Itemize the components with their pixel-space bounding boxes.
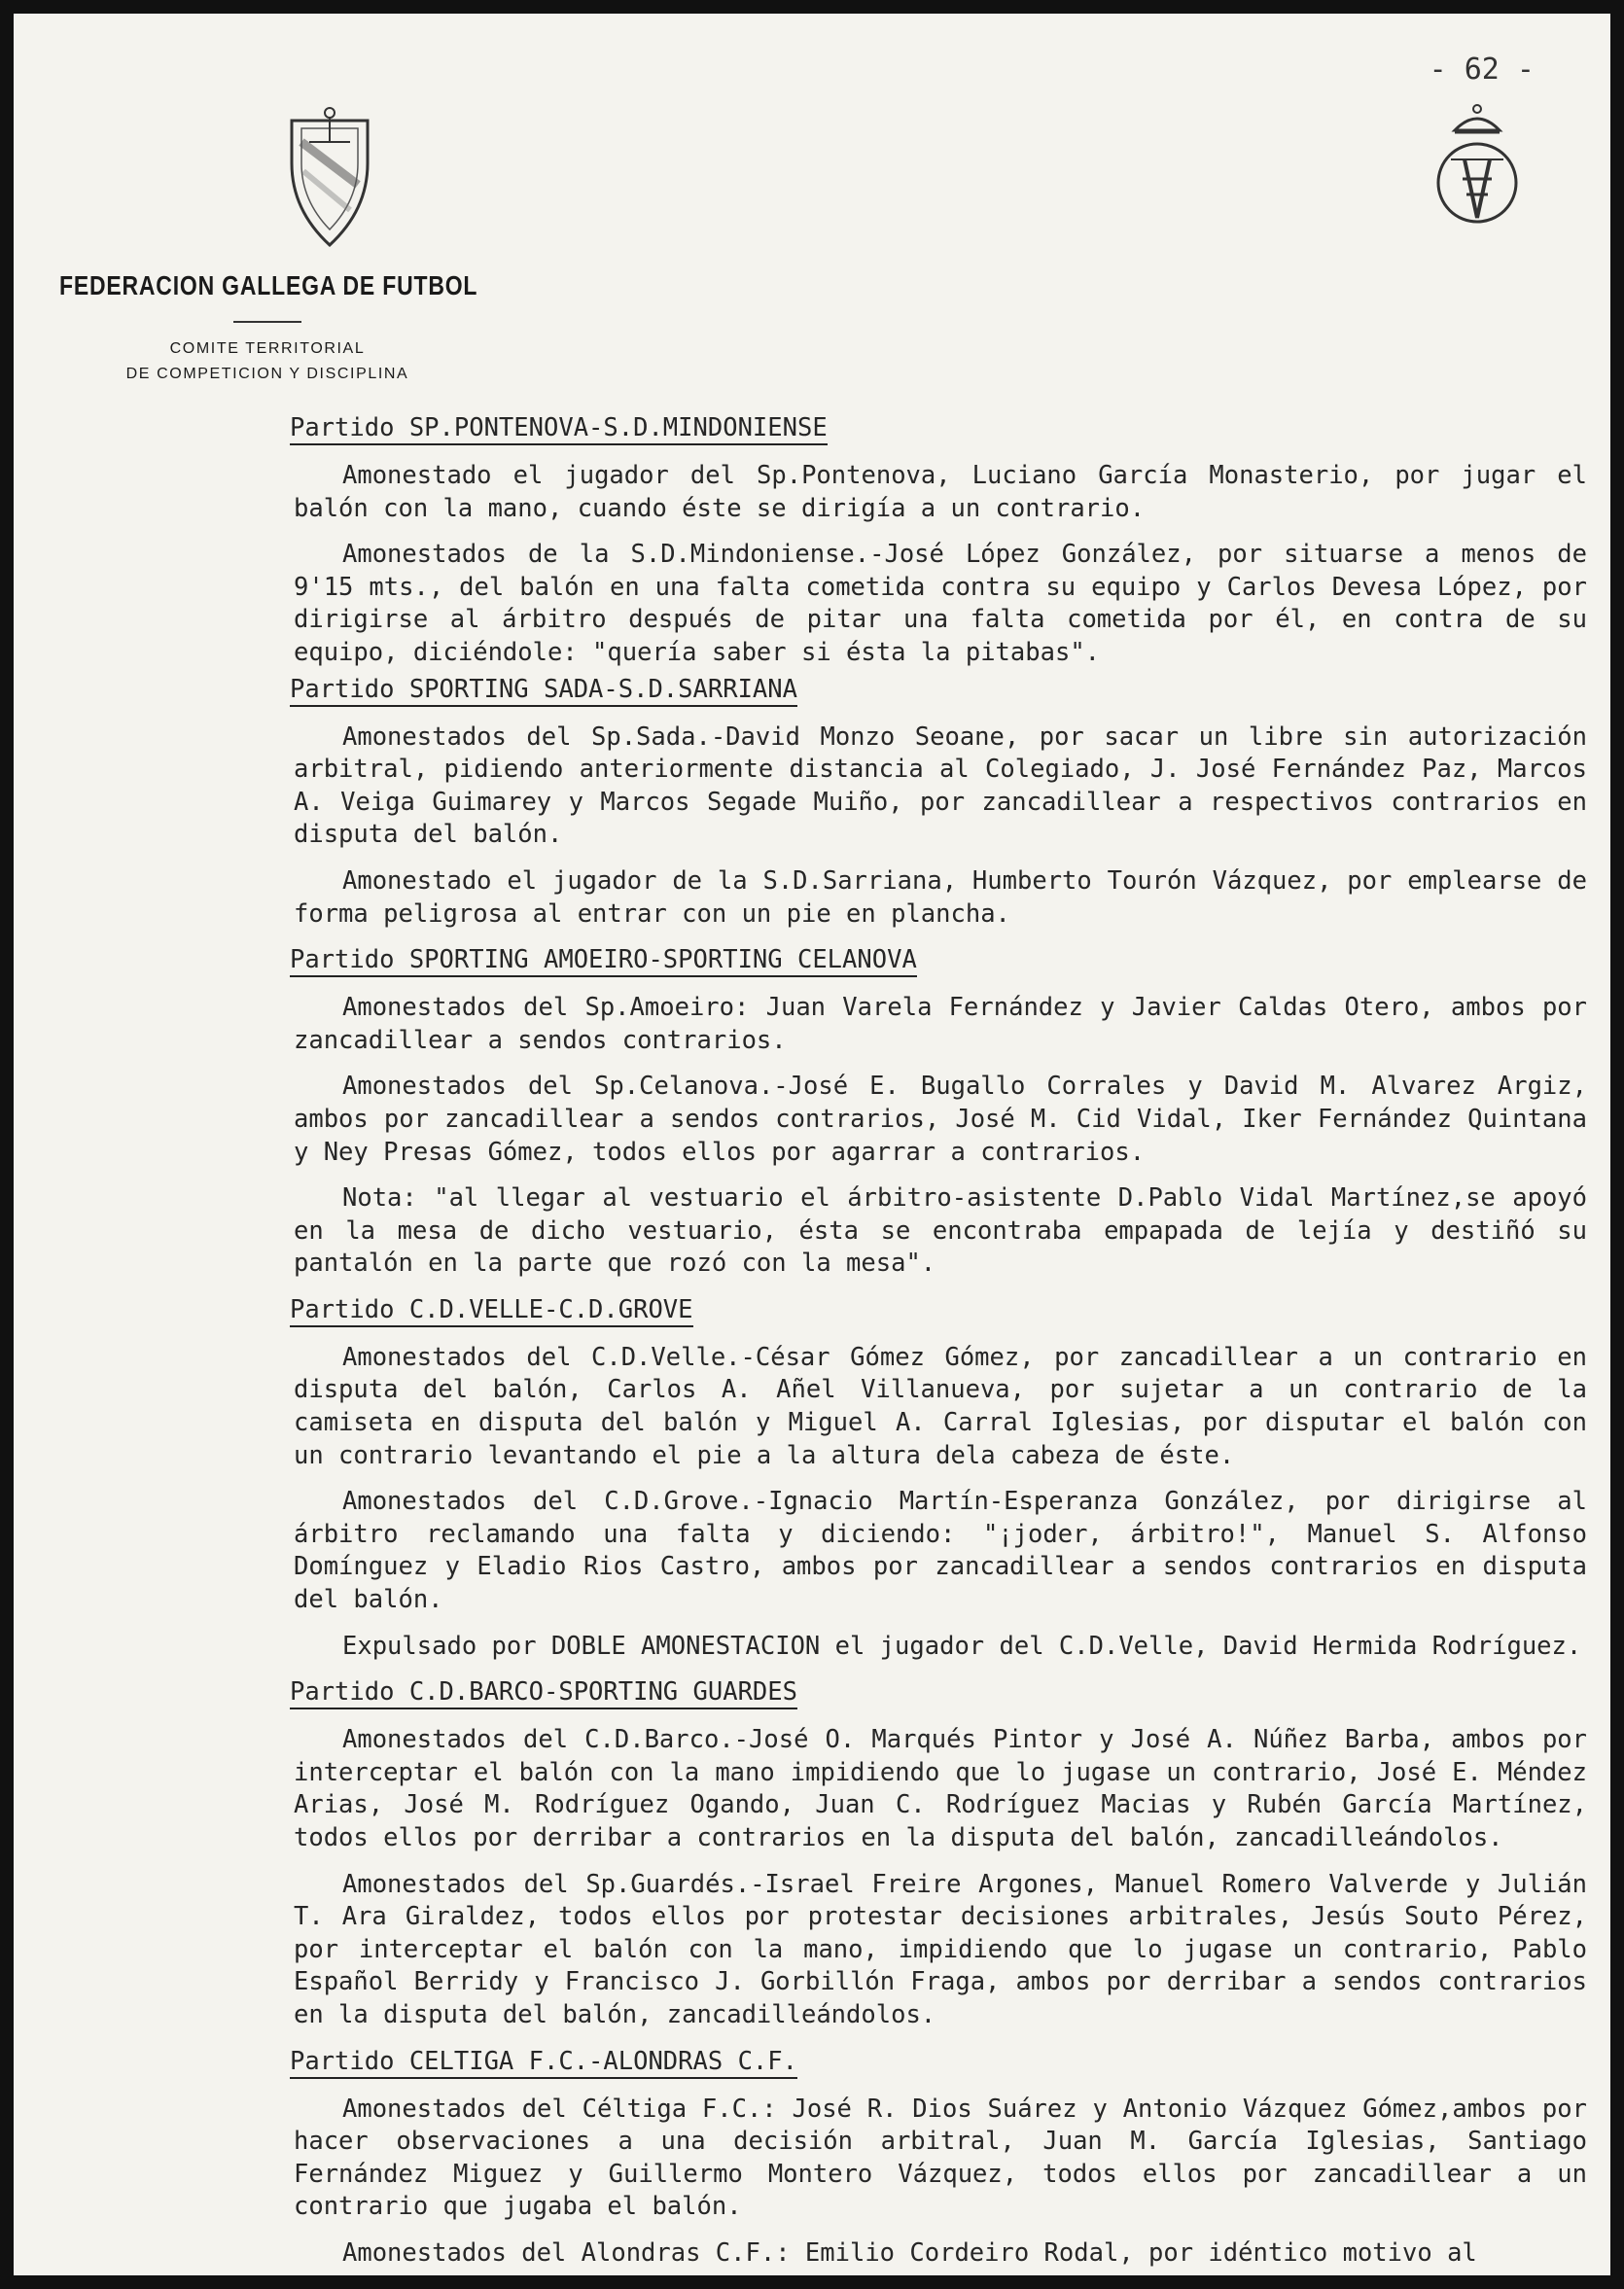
section-heading: Partido SPORTING SADA-S.D.SARRIANA (290, 674, 1587, 706)
section-paragraph: Amonestados de la S.D.Mindoniense.-José López González, por situarse a menos de 9'15 mts., del balón en una falta cometida contra su equipo y Carlos Devesa López, por dirigirse al árbitro después de pitar una falta cometida por él, en contra de su equipo, diciéndole: "quería saber si ésta la pitabas". (294, 540, 1587, 667)
organization-name: FEDERACION GALLEGA DE FUTBOL (58, 270, 478, 300)
organization-divider (233, 321, 301, 323)
section-heading: Partido SPORTING AMOEIRO-SPORTING CELANOVA (290, 944, 1587, 976)
page-number: - 62 - (1429, 53, 1535, 87)
section-paragraph: Amonestados del Céltiga F.C.: José R. Dios Suárez y Antonio Vázquez Gómez,ambos por hacer observaciones a una decisión arbitral, Juan M. García Iglesias, Santiago Fernández Miguez y Guillermo Montero Vázquez, todos ellos por zancadillear a un contrario que jugaba el balón. (294, 2094, 1587, 2222)
section-heading: Partido SP.PONTENOVA-S.D.MINDONIENSE (290, 412, 1587, 444)
section-paragraph: Amonestado el jugador del Sp.Pontenova, Luciano García Monasterio, por jugar el balón con la mano, cuando éste se dirigía a un contrario. (294, 461, 1587, 523)
section-paragraph: Amonestados del C.D.Grove.-Ignacio Martín-Esperanza González, por dirigirse al árbitro reclamando una falta y diciendo: "¡joder, árbitro!", Manuel S. Alfonso Domínguez y Eladio Rios Castro, ambos por zancadillear a sendos contrarios en disputa del balón. (294, 1487, 1587, 1615)
section-paragraph: Amonestados del Sp.Amoeiro: Juan Varela Fernández y Javier Caldas Otero, ambos por zancadillear a sendos contrarios. (294, 993, 1587, 1055)
document-body (278, 412, 1587, 2275)
federation-crest-emblem (1433, 101, 1521, 235)
section-heading: Partido C.D.VELLE-C.D.GROVE (290, 1294, 1587, 1326)
federation-shield-emblem (286, 103, 373, 249)
committee-line-1: COMITE TERRITORIAL (169, 340, 366, 357)
organization-block (14, 270, 521, 387)
section-paragraph: Amonestados del Sp.Sada.-David Monzo Seoane, por sacar un libre sin autorización arbitral, pidiendo anteriormente distancia al Colegiado, J. José Fernández Paz, Marcos A. Veiga Guimarey y Marcos Segade Muiño, por zancadillear a respectivos contrarios en disputa del balón. (294, 722, 1587, 850)
section-paragraph: Amonestados del C.D.Velle.-César Gómez Gómez, por zancadillear a un contrario en disputa del balón, Carlos A. Añel Villanueva, por sujetar a un contrario de la camiseta en disputa del balón y Miguel A. Carral Iglesias, por disputar el balón con un contrario levantando el pie a la altura dela cabeza de éste. (294, 1342, 1587, 1470)
document-page (14, 14, 1610, 2275)
section-paragraph: Amonestados del Sp.Guardés.-Israel Freire Argones, Manuel Romero Valverde y Julián T. Ara Giraldez, todos ellos por protestar decisiones arbitrales, Jesús Souto Pérez, por interceptar el balón con la mano, impidiendo que lo jugase un contrario, Pablo Español Berridy y Francisco J. Gorbillón Fraga, ambos por derribar a sendos contrarios en la disputa del balón, zancadilleándolos. (294, 1869, 1587, 2029)
section-paragraph: Amonestados del Alondras C.F.: Emilio Cordeiro Rodal, por idéntico motivo al (342, 2237, 1477, 2268)
section-heading: Partido CELTIGA F.C.-ALONDRAS C.F. (290, 2046, 1587, 2078)
section-paragraph: Amonestado el jugador de la S.D.Sarriana, Humberto Tourón Vázquez, por emplearse de forma peligrosa al entrar con un pie en plancha. (294, 865, 1587, 929)
section-paragraph: Expulsado por DOBLE AMONESTACION el jugador del C.D.Velle, David Hermida Rodríguez. (342, 1631, 1582, 1661)
section-paragraph: Amonestados del Sp.Celanova.-José E. Bugallo Corrales y David M. Alvarez Argiz, ambos por zancadillear a sendos contrarios, José M. Cid Vidal, Iker Fernández Quintana y Ney Presas Gómez, todos ellos por agarrar a contrarios. (294, 1072, 1587, 1167)
section-note: Nota: "al llegar al vestuario el árbitro-asistente D.Pablo Vidal Martínez,se apoyó en la mesa de dicho vestuario, ésta se encontraba empapada de lejía y destiñó su pantalón en la parte que rozó con la mesa". (294, 1183, 1587, 1279)
section-paragraph: Amonestados del C.D.Barco.-José O. Marqués Pintor y José A. Núñez Barba, ambos por interceptar el balón con la mano impidiendo que lo jugase un contrario, José E. Méndez Arias, José M. Rodríguez Ogando, Juan C. Rodríguez Macias y Rubén García Martínez, todos ellos por derribar a contrarios en la disputa del balón, zancadilleándolos. (294, 1725, 1587, 1852)
committee-line-2: DE COMPETICION Y DISCIPLINA (125, 366, 409, 382)
section-heading: Partido C.D.BARCO-SPORTING GUARDES (290, 1676, 1587, 1708)
